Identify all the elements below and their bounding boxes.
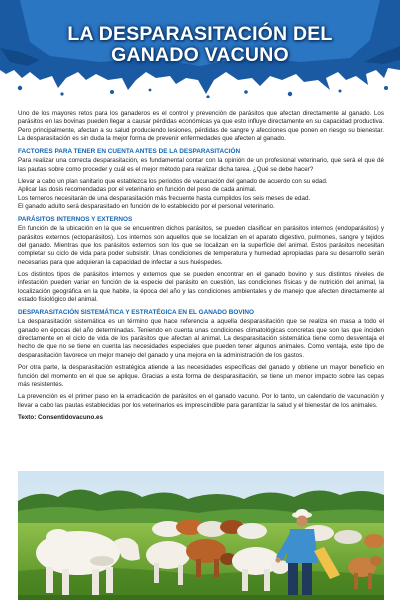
page-title-line-1: LA DESPARASITACIÓN DEL bbox=[67, 23, 333, 45]
factors-list bbox=[18, 178, 384, 211]
page-title-line-2: GANADO VACUNO bbox=[111, 44, 289, 66]
cattle-pasture-illustration bbox=[18, 471, 384, 600]
header-banner bbox=[0, 0, 400, 98]
heading-factors: FACTORES PARA TENER EN CUENTA ANTES DE LA DESPARASITACIÓN bbox=[18, 147, 241, 155]
strategic-paragraph-2: Por otra parte, la desparasitación estratégica atiende a las necesidades específicas del ganado y obtiene un mayor beneficio en función del momento en el que se aplique. Gracias a esta forma de desparasitación, se tiene un menor impacto sobre las cepas más resistentes. bbox=[18, 364, 384, 388]
article-body bbox=[18, 110, 384, 423]
heading-parasites: PARÁSITOS INTERNOS Y EXTERNOS bbox=[18, 215, 133, 223]
parasites-paragraph-1: En función de la ubicación en la que se encuentren dichos parásitos, se pueden clasificar en parásitos internos (endoparásitos) y parásitos externos (ectoparásitos). Los internos son aquellos que se localizan en el aparato digestivo, pulmones, sangre y tejidos del ganado. Mientras que los parásitos externos son los que se localizan en la superficie del animal. Estos parásitos necesitan completar su ciclo de vida para poder subsistir. Unas condiciones de temperatura y humedad apropiadas para su desarrollo serán necesarias para que adquieran la capacidad de infectar a sus huéspedes. bbox=[18, 225, 384, 266]
cattle-photo bbox=[18, 471, 384, 600]
factors-paragraph: Para realizar una correcta desparasitación, es fundamental contar con la opinión de un profesional veterinario, que será el que dé las pautas sobre como proceder y cuál es el mejor método para realizar dicha tarea. ¿Qué se debe hacer? bbox=[18, 157, 384, 173]
factors-line-1: Llevar a cabo un plan sanitario que establezca los periodos de vacunación del ganado de acuerdo con su edad. bbox=[18, 178, 328, 186]
intro-paragraph: Uno de los mayores retos para los ganaderos es el control y prevención de parásitos que afectan directamente al ganado. Los parásitos en las bovinas pueden llegar a causar pérdidas económicas ya que esto influye directamente en su capacidad productiva. Pero principalmente, afectan a su salud produciendo lesiones, pérdidas de sangre y afecciones que ponen en riesgo su bienestar. La desparasitación es sin duda la mejor forma de prevenir enfermedades que afecten al ganado. bbox=[18, 110, 384, 143]
heading-strategic: DESPARASITACIÓN SISTEMÁTICA Y ESTRATÉGICA EN EL GANADO BOVINO bbox=[18, 308, 254, 316]
strategic-paragraph-1: La desparasitación sistemática es un término que hace referencia a aquella desparasitación que se realiza en masa a todo el ganado en épocas del año determinadas. Teniendo en cuenta unas condiciones climatológicas concretas que son las que inciden directamente en el ciclo de vida de los parásitos que afectan al animal. La desparasitación sistemática tiene como desventaja el hecho de que no se tiene en cuenta las necesidades especiales que pueden tener algunos animales. Como ventaja, este tipo de desparasitación favorece un mejor manejo del ganado y una mejora en la administración de los gastos. bbox=[18, 318, 384, 359]
factors-line-3: Los terneros necesitarán de una desparasitación más frecuente hasta cumplidos los seis meses de edad. bbox=[18, 194, 311, 202]
strategic-paragraph-3: La prevención es el primer paso en la erradicación de parásitos en el ganado vacuno. Por lo tanto, un calendario de vacunación y llevar a cabo las pautas establecidas por los veterinarios es imprescindible para garantizar la salud y el bienestar de los animales. bbox=[18, 393, 384, 409]
factors-line-2: Aplicar las dosis recomendadas por el veterinario en función del peso de cada animal. bbox=[18, 186, 257, 194]
factors-line-4: El ganado adulto será desparasitado en función de lo establecido por el personal veterinario. bbox=[18, 203, 275, 211]
source-credit: Texto: Consentidovacuno.es bbox=[18, 414, 103, 422]
parasites-paragraph-2: Los distintos tipos de parásitos internos y externos que se pueden encontrar en el ganado bovino y sus distintos niveles de infestación pueden variar en función de la especie del parásito en cuestión, las condiciones físicas y de nutrición del animal, la localización geográfica en la que habite, la época del año y las condiciones ambientales y de manejo que afecten directamente al estado fisiológico del animal. bbox=[18, 271, 384, 304]
